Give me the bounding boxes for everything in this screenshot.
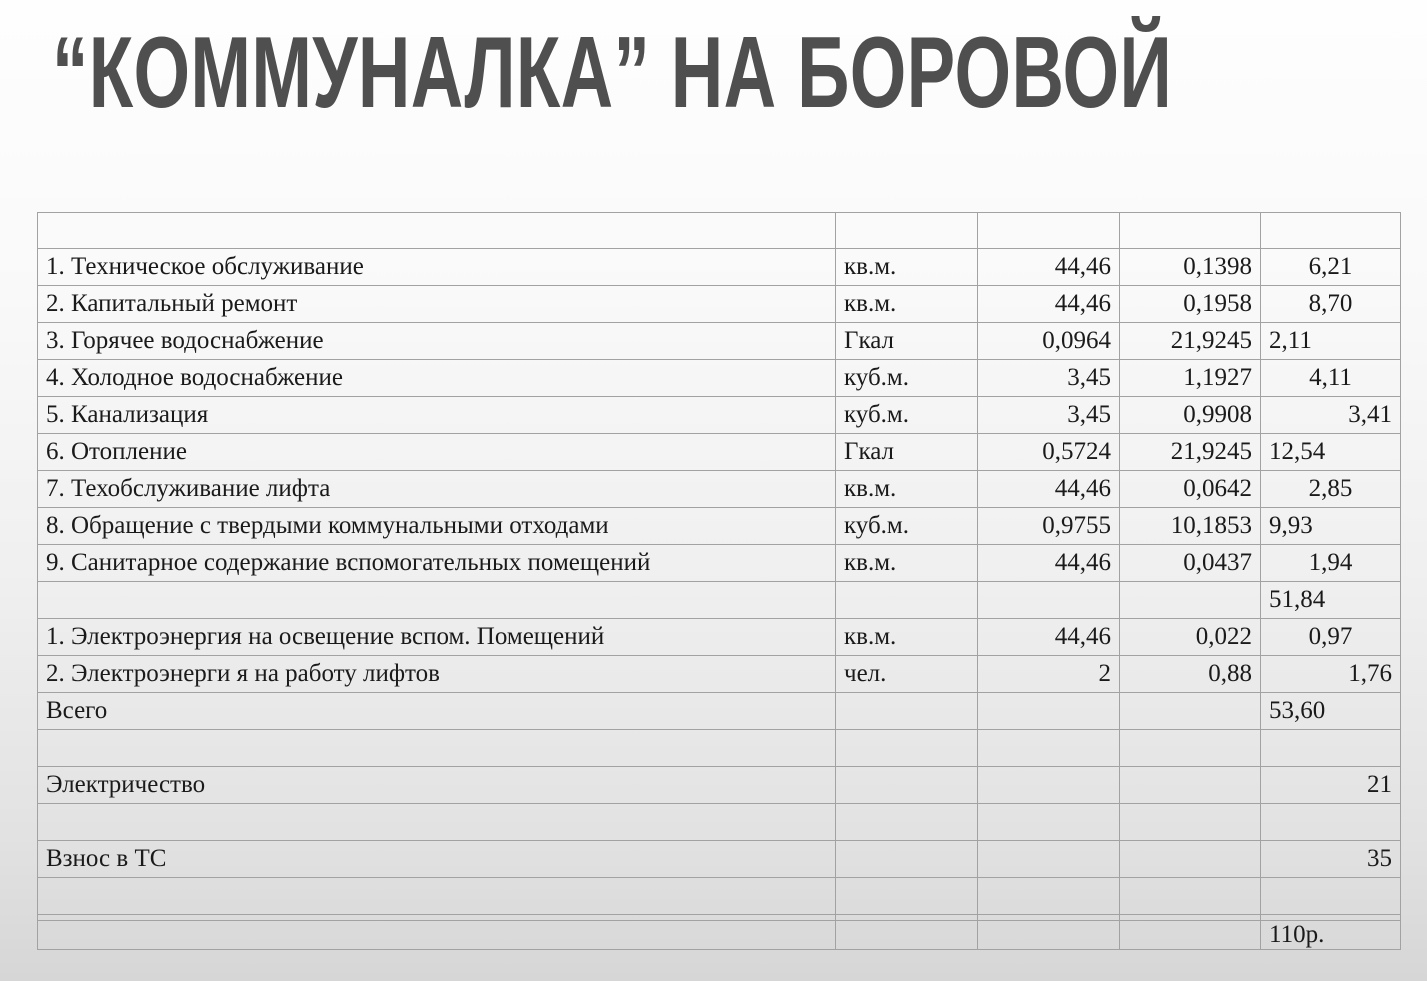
unit-cell [836,921,978,950]
quantity-cell [978,693,1120,730]
quantity-cell [978,730,1120,767]
sum-cell: 1,94 [1261,545,1401,582]
tariff-cell [1120,767,1261,804]
sum-cell [1261,730,1401,767]
service-name-cell [38,213,836,249]
service-name-cell [38,582,836,619]
quantity-cell [978,767,1120,804]
table-row [38,508,1401,545]
quantity-cell: 0,5724 [978,434,1120,471]
unit-cell: Гкал [836,323,978,360]
quantity-cell [978,213,1120,249]
table-row [38,397,1401,434]
service-name-cell: Взнос в ТС [38,841,836,878]
tariff-cell [1120,921,1261,950]
service-name-cell: 1. Электроэнергия на освещение вспом. Помещений [38,619,836,656]
table-row [38,360,1401,397]
sum-cell: 0,97 [1261,619,1401,656]
unit-cell: Гкал [836,434,978,471]
quantity-cell: 0,9755 [978,508,1120,545]
table-row [38,656,1401,693]
service-name-cell: 6. Отопление [38,434,836,471]
quantity-cell: 3,45 [978,397,1120,434]
tariff-cell: 0,1398 [1120,249,1261,286]
quantity-cell: 44,46 [978,545,1120,582]
unit-cell [836,878,978,915]
service-name-cell [38,804,836,841]
tariff-cell: 1,1927 [1120,360,1261,397]
sum-cell: 4,11 [1261,360,1401,397]
service-name-cell: 7. Техобслуживание лифта [38,471,836,508]
service-name-cell [38,921,836,950]
table-row [38,693,1401,730]
utility-table-body [38,213,1401,950]
sum-cell: 1,76 [1261,656,1401,693]
quantity-cell [978,921,1120,950]
unit-cell [836,213,978,249]
unit-cell: куб.м. [836,360,978,397]
service-name-cell: 2. Капитальный ремонт [38,286,836,323]
tariff-cell: 0,0642 [1120,471,1261,508]
quantity-cell: 44,46 [978,471,1120,508]
service-name-cell: 9. Санитарное содержание вспомогательных помещений [38,545,836,582]
sum-cell: 8,70 [1261,286,1401,323]
unit-cell: чел. [836,656,978,693]
table-row [38,878,1401,915]
utility-table [37,212,1401,950]
sum-cell: 12,54 [1261,434,1401,471]
quantity-cell: 44,46 [978,249,1120,286]
table-row [38,545,1401,582]
table-row [38,471,1401,508]
quantity-cell [978,804,1120,841]
quantity-cell: 2 [978,656,1120,693]
tariff-cell: 21,9245 [1120,434,1261,471]
table-row [38,249,1401,286]
unit-cell: кв.м. [836,471,978,508]
sum-cell [1261,213,1401,249]
unit-cell [836,582,978,619]
service-name-cell: 5. Канализация [38,397,836,434]
service-name-cell: 3. Горячее водоснабжение [38,323,836,360]
unit-cell [836,693,978,730]
table-row [38,323,1401,360]
sum-cell: 2,85 [1261,471,1401,508]
unit-cell [836,767,978,804]
unit-cell: кв.м. [836,619,978,656]
quantity-cell: 3,45 [978,360,1120,397]
tariff-cell: 0,88 [1120,656,1261,693]
sum-cell: 2,11 [1261,323,1401,360]
sum-cell: 21 [1261,767,1401,804]
table-row [38,213,1401,249]
unit-cell [836,804,978,841]
quantity-cell [978,878,1120,915]
sum-cell [1261,804,1401,841]
tariff-cell: 10,1853 [1120,508,1261,545]
sum-cell: 35 [1261,841,1401,878]
service-name-cell: 2. Электроэнерги я на работу лифтов [38,656,836,693]
table-row [38,767,1401,804]
table-row [38,434,1401,471]
tariff-cell: 0,022 [1120,619,1261,656]
tariff-cell: 21,9245 [1120,323,1261,360]
unit-cell [836,841,978,878]
tariff-cell [1120,213,1261,249]
unit-cell: куб.м. [836,508,978,545]
table-row [38,841,1401,878]
unit-cell [836,730,978,767]
quantity-cell: 44,46 [978,286,1120,323]
sum-cell: 110р. [1261,921,1401,950]
sum-cell [1261,878,1401,915]
sum-cell: 3,41 [1261,397,1401,434]
tariff-cell: 0,1958 [1120,286,1261,323]
service-name-cell: Всего [38,693,836,730]
quantity-cell [978,582,1120,619]
table-row [38,921,1401,950]
tariff-cell [1120,841,1261,878]
table-row [38,286,1401,323]
sum-cell: 51,84 [1261,582,1401,619]
sum-cell: 53,60 [1261,693,1401,730]
table-row [38,619,1401,656]
tariff-cell: 0,0437 [1120,545,1261,582]
tariff-cell [1120,878,1261,915]
table-row [38,582,1401,619]
tariff-cell [1120,693,1261,730]
tariff-cell [1120,730,1261,767]
quantity-cell: 0,0964 [978,323,1120,360]
unit-cell: кв.м. [836,286,978,323]
tariff-cell: 0,9908 [1120,397,1261,434]
service-name-cell: 8. Обращение с твердыми коммунальными отходами [38,508,836,545]
unit-cell: куб.м. [836,397,978,434]
service-name-cell [38,878,836,915]
service-name-cell: Электричество [38,767,836,804]
table-row [38,804,1401,841]
table-row [38,730,1401,767]
service-name-cell [38,730,836,767]
quantity-cell: 44,46 [978,619,1120,656]
tariff-cell [1120,804,1261,841]
page-title: “КОММУНАЛКА” НА БОРОВОЙ [52,17,1173,129]
unit-cell: кв.м. [836,249,978,286]
service-name-cell: 1. Техническое обслуживание [38,249,836,286]
sum-cell: 6,21 [1261,249,1401,286]
unit-cell: кв.м. [836,545,978,582]
sum-cell: 9,93 [1261,508,1401,545]
service-name-cell: 4. Холодное водоснабжение [38,360,836,397]
tariff-cell [1120,582,1261,619]
quantity-cell [978,841,1120,878]
